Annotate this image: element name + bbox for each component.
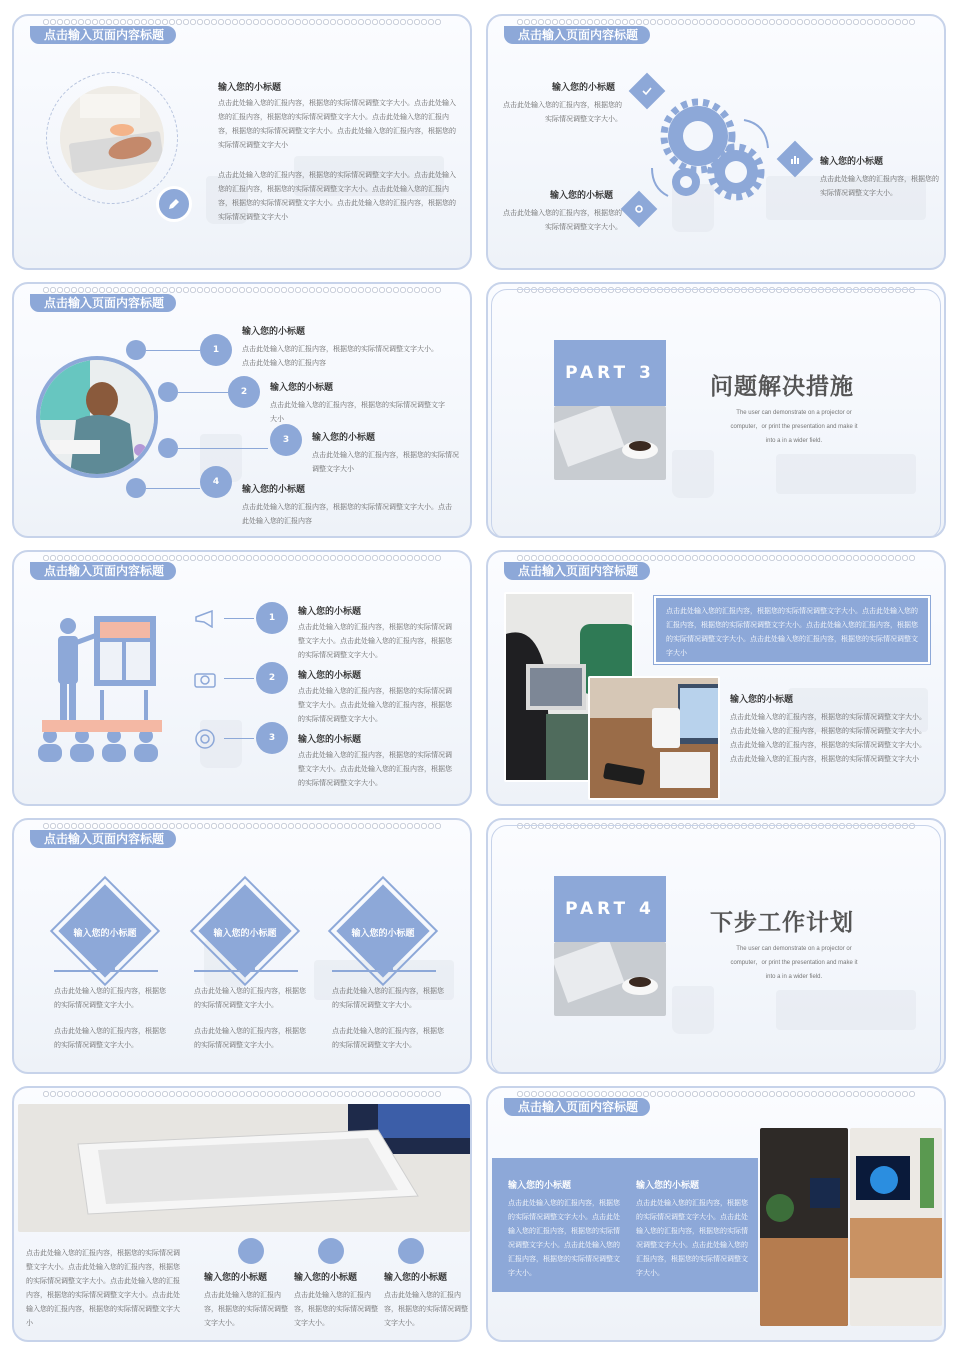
target-icon (194, 728, 216, 750)
connector-line (178, 448, 268, 449)
body-text: 点击此处输入您的汇报内容，根据您的实际情况调整文字大小。 (332, 1027, 444, 1049)
section-title: 问题解决措施 (710, 374, 854, 400)
subtitle: 输入您的小标题 (204, 1273, 268, 1283)
subtitle: 输入您的小标题 (298, 607, 362, 617)
timeline-dot (158, 438, 178, 458)
coffee-desk-photo (554, 942, 666, 1016)
slide-title[interactable]: 点击输入页面内容标题 (504, 26, 650, 44)
step-number: 3 (270, 424, 302, 456)
body-text: 点击此处输入您的汇报内容，根据您的实际情况调整文字大小。点击此处输入您的汇报内容，根据您的实际情况调整文字大小。 (298, 751, 452, 787)
diamond-label: 输入您的小标题 (351, 929, 415, 939)
step-number: 3 (256, 722, 288, 754)
gears-illustration (648, 96, 778, 206)
body-text: 点击此处输入您的汇报内容，根据您的实际情况调整文字大小。 (384, 1291, 468, 1327)
keyboard-photo (18, 1104, 470, 1232)
section-title: 下步工作计划 (710, 910, 854, 936)
subtitle: 输入您的小标题 (298, 735, 362, 745)
body-text: 点击此处输入您的汇报内容，根据您的实际情况调整文字大小。 (294, 1291, 378, 1327)
slide-5[interactable] (12, 550, 472, 806)
english-caption: computer，or print the presentation and make it (730, 960, 858, 966)
step-number: 1 (200, 334, 232, 366)
slide-title[interactable]: 点击输入页面内容标题 (504, 562, 650, 580)
body-text: 点击此处输入您的汇报内容，根据您的实际情况调整文字大小。点击此处输入您的汇报内容，根据您的实际情况调整文字大小。点击此处输入您的汇报内容，根据您的实际情况调整文字大小。点击此处输入您的汇报内容，根据您的实际情况调整文字大小 (26, 1249, 180, 1327)
connector-line (146, 350, 200, 351)
connector-line (224, 678, 254, 679)
subtitle: 输入您的小标题 (550, 191, 614, 201)
body-text: 点击此处输入您的汇报内容，根据您的实际情况调整文字大小。点击此处输入您的汇报内容 (242, 345, 438, 367)
highlight-box: 点击此处输入您的汇报内容，根据您的实际情况调整文字大小。点击此处输入您的汇报内容，根据您的实际情况调整文字大小。点击此处输入您的汇报内容，根据您的实际情况调整文字大小。点击此处输入您的汇报内容，根据您的实际情况调整文字大小 (654, 596, 930, 664)
connector-line (224, 738, 254, 739)
divider-line (332, 970, 436, 972)
timeline-dot (126, 340, 146, 360)
slide-title[interactable]: 点击输入页面内容标题 (504, 1098, 650, 1116)
presenter-illustration (36, 610, 166, 764)
connector-line (178, 392, 228, 393)
divider-line (194, 970, 298, 972)
step-number: 2 (228, 376, 260, 408)
body-text: 点击此处输入您的汇报内容，根据您的实际情况调整文字大小。点击此处输入您的汇报内容，根据您的实际情况调整文字大小。点击此处输入您的汇报内容，根据您的实际情况调整文字大小。点击此处输入您的汇报内容，根据您的实际情况调整文字大小 (218, 171, 456, 221)
step-number: 1 (256, 602, 288, 634)
body-text: 点击此处输入您的汇报内容，根据您的实际情况调整文字大小。点击此处输入您的汇报内容，根据您的实际情况调整文字大小。 (298, 687, 452, 723)
slide-8[interactable] (486, 818, 946, 1074)
subtitle: 输入您的小标题 (242, 485, 306, 495)
step-number: 4 (200, 466, 232, 498)
subtitle: 输入您的小标题 (384, 1273, 448, 1283)
slide-6[interactable] (486, 550, 946, 806)
divider-line (54, 970, 158, 972)
body-text: 点击此处输入您的汇报内容，根据您的实际情况调整文字大小。 (503, 209, 622, 231)
english-caption: into a in a wider field. (765, 974, 823, 980)
step-number: 2 (256, 662, 288, 694)
subtitle: 输入您的小标题 (218, 83, 282, 93)
bar-chart-icon (777, 141, 814, 178)
woman-photo (36, 356, 158, 478)
slide-9[interactable] (12, 1086, 472, 1342)
keyboard-photo (60, 86, 164, 190)
subtitle: 输入您的小标题 (552, 83, 616, 93)
monitor-photo (850, 1128, 942, 1326)
body-text: 点击此处输入您的汇报内容，根据您的实际情况调整文字大小 (270, 401, 445, 423)
english-caption: The user can demonstrate on a projector or (736, 410, 852, 416)
connector-line (224, 618, 254, 619)
pencil-cup-watermark (672, 450, 714, 498)
body-text: 点击此处输入您的汇报内容，根据您的实际情况调整文字大小。点击此处输入您的汇报内容 (242, 503, 452, 525)
body-text: 点击此处输入您的汇报内容，根据您的实际情况调整文字大小。 (332, 987, 444, 1009)
subtitle: 输入您的小标题 (508, 1181, 572, 1191)
timeline-dot (158, 382, 178, 402)
slide-title[interactable]: 点击输入页面内容标题 (30, 294, 176, 312)
cube-icon (238, 1238, 264, 1264)
desk-photo (760, 1128, 848, 1326)
body-text: 点击此处输入您的汇报内容，根据您的实际情况调整文字大小。 (503, 101, 622, 123)
body-text: 点击此处输入您的汇报内容，根据您的实际情况调整文字大小。 (194, 987, 306, 1009)
body-text: 点击此处输入您的汇报内容，根据您的实际情况调整文字大小。点击此处输入您的汇报内容，根据您的实际情况调整文字大小。点击此处输入您的汇报内容，根据您的实际情况调整文字大小。点击此处输入您的汇报内容，根据您的实际情况调整文字大小 (218, 99, 456, 149)
subtitle: 输入您的小标题 (730, 695, 794, 705)
subtitle: 输入您的小标题 (298, 671, 362, 681)
books-watermark (776, 990, 916, 1030)
slide-title[interactable]: 点击输入页面内容标题 (30, 830, 176, 848)
subtitle: 输入您的小标题 (820, 157, 884, 167)
body-text: 点击此处输入您的汇报内容，根据您的实际情况调整文字大小。 (54, 1027, 166, 1049)
pencil-icon (167, 197, 181, 211)
slide-2[interactable] (486, 14, 946, 270)
camera-icon (194, 670, 216, 688)
subtitle: 输入您的小标题 (270, 383, 334, 393)
subtitle: 输入您的小标题 (312, 433, 376, 443)
english-caption: The user can demonstrate on a projector or (736, 946, 852, 952)
slide-4[interactable] (486, 282, 946, 538)
megaphone-icon (194, 610, 216, 628)
part-label: PART 4 (554, 876, 666, 942)
coffee-laptop-photo (588, 676, 720, 800)
slide-3[interactable] (12, 282, 472, 538)
slide-title[interactable]: 点击输入页面内容标题 (30, 26, 176, 44)
connector-line (146, 488, 200, 489)
body-text: 点击此处输入您的汇报内容，根据您的实际情况调整文字大小。 (54, 987, 166, 1009)
diamond-label: 输入您的小标题 (73, 929, 137, 939)
part-label: PART 3 (554, 340, 666, 406)
body-text: 点击此处输入您的汇报内容，根据您的实际情况调整文字大小。 (194, 1027, 306, 1049)
subtitle: 输入您的小标题 (242, 327, 306, 337)
pencil-icon-badge[interactable] (156, 186, 192, 222)
body-text: 点击此处输入您的汇报内容，根据您的实际情况调整文字大小。 (204, 1291, 288, 1327)
diamond-label: 输入您的小标题 (213, 929, 277, 939)
subtitle: 输入您的小标题 (636, 1181, 700, 1191)
slide-7[interactable] (12, 818, 472, 1074)
english-caption: into a in a wider field. (765, 438, 823, 444)
body-text: 点击此处输入您的汇报内容，根据您的实际情况调整文字大小。 (820, 175, 939, 197)
pencil-cup-watermark (672, 986, 714, 1034)
body-text: 点击此处输入您的汇报内容，根据您的实际情况调整文字大小。点击此处输入您的汇报内容，根据您的实际情况调整文字大小。 (298, 623, 452, 659)
body-text: 点击此处输入您的汇报内容，根据您的实际情况调整文字大小。点击此处输入您的汇报内容，根据您的实际情况调整文字大小。点击此处输入您的汇报内容，根据您的实际情况调整文字大小。 (508, 1199, 620, 1277)
subtitle: 输入您的小标题 (294, 1273, 358, 1283)
spiral-binding (516, 282, 916, 295)
spiral-binding (516, 818, 916, 831)
cube-icon (318, 1238, 344, 1264)
cube-icon (398, 1238, 424, 1264)
slide-title[interactable]: 点击输入页面内容标题 (30, 562, 176, 580)
timeline-dot (126, 478, 146, 498)
coffee-desk-photo (554, 406, 666, 480)
body-text: 点击此处输入您的汇报内容，根据您的实际情况调整文字大小。点击此处输入您的汇报内容，根据您的实际情况调整文字大小。点击此处输入您的汇报内容，根据您的实际情况调整文字大小。 (636, 1199, 748, 1277)
english-caption: computer，or print the presentation and make it (730, 424, 858, 430)
body-text: 点击此处输入您的汇报内容，根据您的实际情况调整文字大小 (312, 451, 459, 473)
books-watermark (776, 454, 916, 494)
slide-10[interactable] (486, 1086, 946, 1342)
spiral-binding (42, 1086, 442, 1099)
body-text: 点击此处输入您的汇报内容，根据您的实际情况调整文字大小。点击此处输入您的汇报内容，根据您的实际情况调整文字大小。点击此处输入您的汇报内容，根据您的实际情况调整文字大小。点击此处输入您的汇报内容，根据您的实际情况调整文字大小 (730, 713, 926, 763)
slide-1[interactable] (12, 14, 472, 270)
